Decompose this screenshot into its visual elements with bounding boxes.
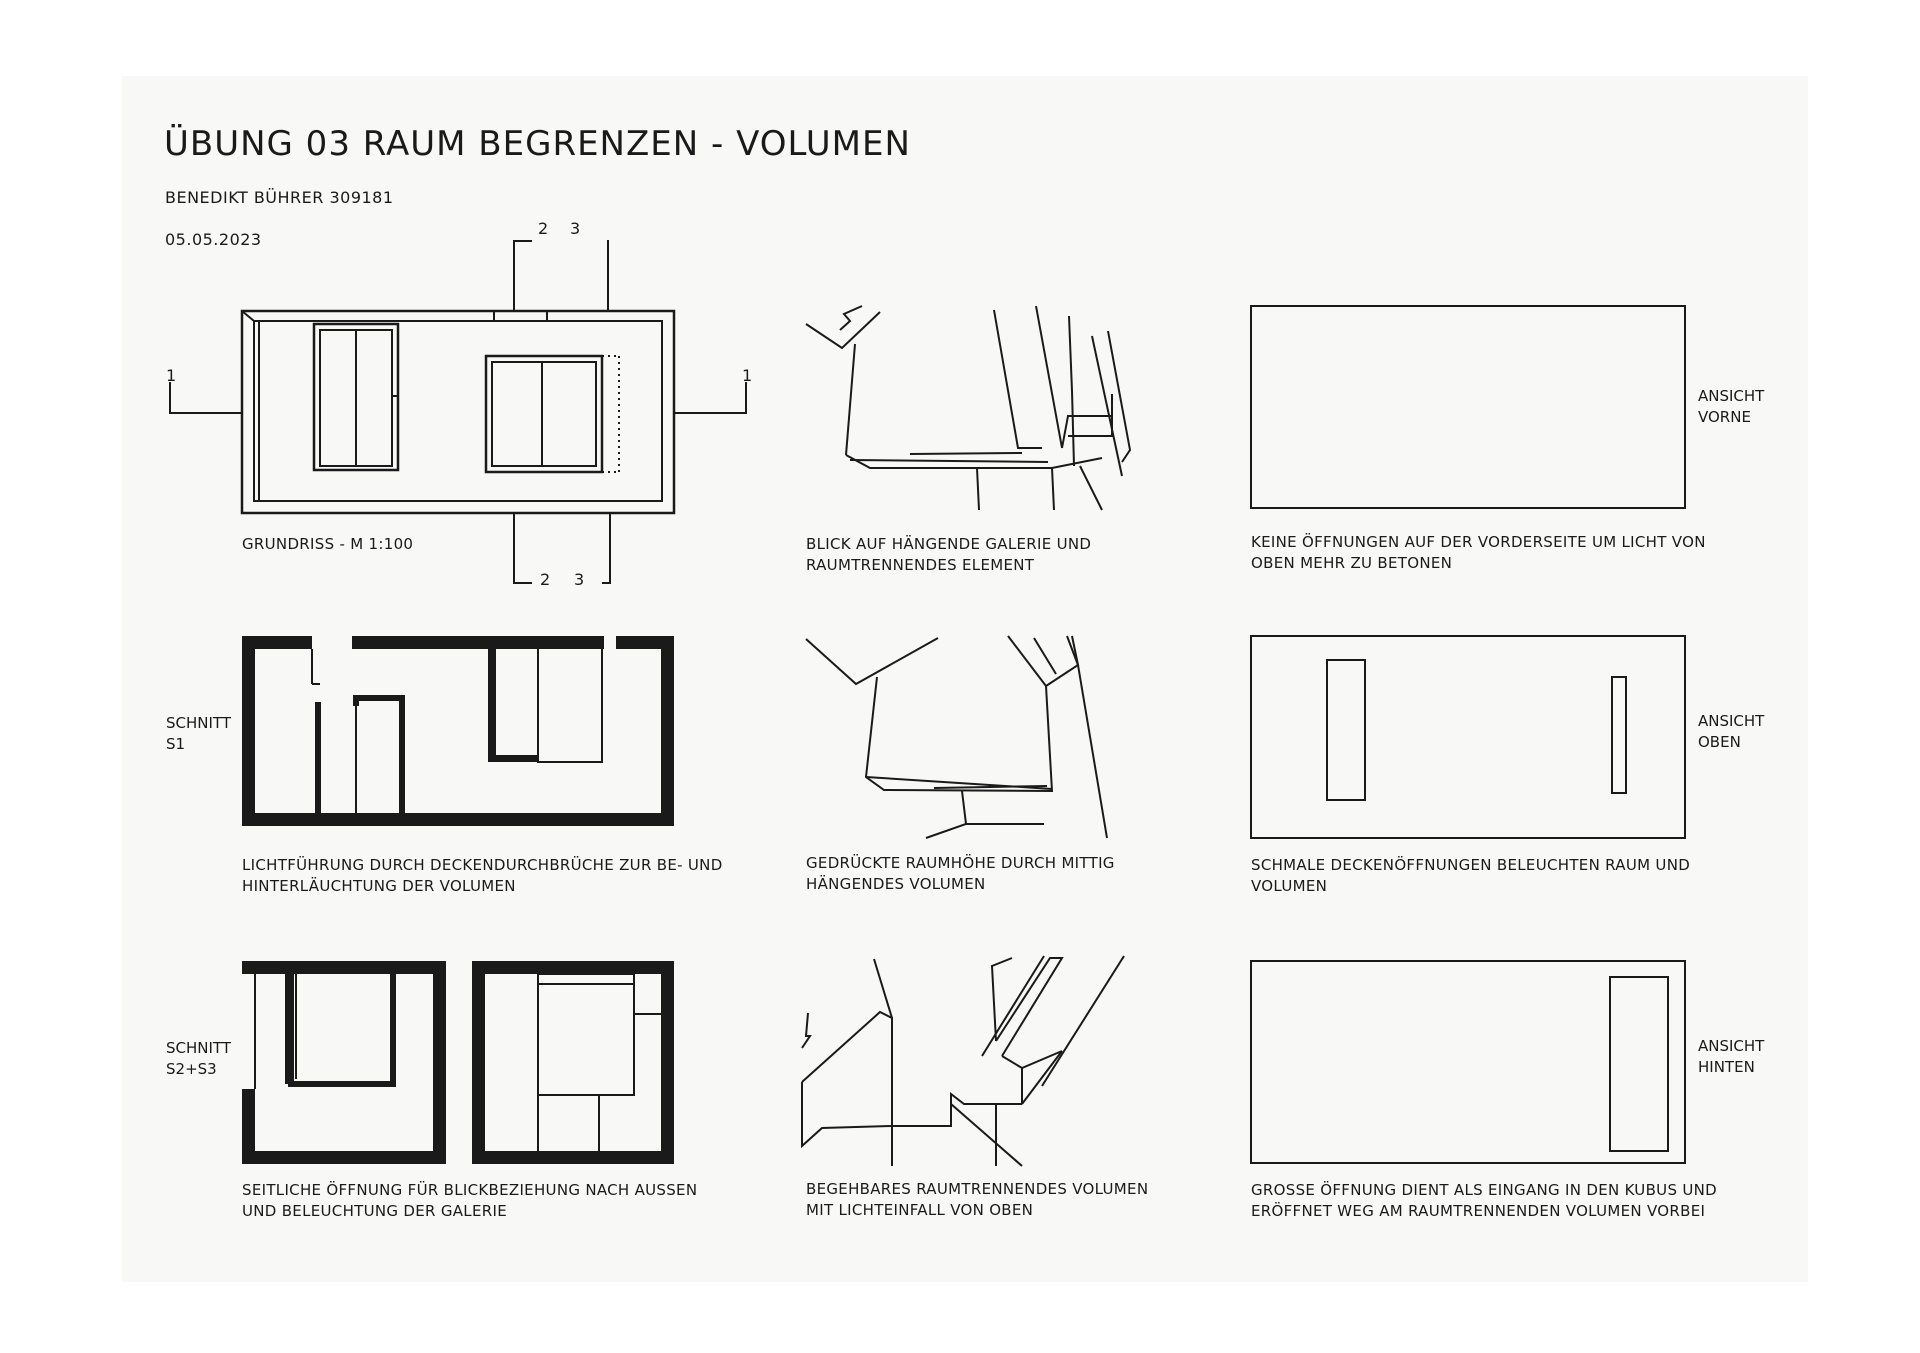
author-line: BENEDIKT BÜHRER 309181 [165, 188, 394, 207]
caption-ansicht-vorne-line1: KEINE ÖFFNUNGEN AUF DER VORDERSEITE UM LICHT VON [1251, 533, 1706, 551]
caption-perspective-1-line2: RAUMTRENNENDES ELEMENT [806, 556, 1035, 574]
caption-ansicht-oben-line1: SCHMALE DECKENÖFFNUNGEN BELEUCHTEN RAUM UND [1251, 856, 1691, 874]
caption-ansicht-hinten [1251, 1180, 1717, 1222]
floor-plan [170, 236, 746, 583]
perspective-sketch-2 [806, 636, 1107, 838]
label-schnitt-s2s3-line2: S2+S3 [166, 1060, 217, 1078]
caption-ansicht-hinten-line1: GROSSE ÖFFNUNG DIENT ALS EINGANG IN DEN KUBUS UND [1251, 1181, 1717, 1199]
section-s3 [472, 961, 674, 1164]
section-s1 [242, 636, 674, 826]
elevation-front [1251, 306, 1685, 508]
caption-schnitt-s1-line2: HINTERLÄUCHTUNG DER VOLUMEN [242, 877, 516, 895]
caption-ansicht-oben-line2: VOLUMEN [1251, 877, 1328, 895]
caption-schnitt-s2s3-line1: SEITLICHE ÖFFNUNG FÜR BLICKBEZIEHUNG NACH AUSSEN [242, 1181, 698, 1199]
section-mark-3-bottom: 3 [574, 570, 585, 589]
elevation-top [1251, 636, 1685, 838]
label-ansicht-vorne [1698, 386, 1764, 428]
label-schnitt-s2s3 [166, 1038, 231, 1080]
caption-perspective-1 [806, 534, 1091, 576]
label-ansicht-hinten [1698, 1036, 1764, 1078]
caption-perspective-1-line1: BLICK AUF HÄNGENDE GALERIE UND [806, 535, 1092, 553]
section-mark-1-right: 1 [742, 366, 753, 385]
label-ansicht-vorne-line1: ANSICHT [1698, 387, 1765, 405]
label-schnitt-s1-line2: S1 [166, 735, 186, 753]
label-ansicht-oben-line2: OBEN [1698, 733, 1741, 751]
label-ansicht-oben-line1: ANSICHT [1698, 712, 1765, 730]
label-ansicht-hinten-line1: ANSICHT [1698, 1037, 1765, 1055]
label-schnitt-s1 [166, 713, 231, 755]
page-title: ÜBUNG 03 RAUM BEGRENZEN - VOLUMEN [164, 124, 911, 164]
section-s2 [242, 961, 446, 1164]
section-mark-3-top: 3 [570, 219, 581, 238]
date-line: 05.05.2023 [165, 230, 262, 249]
caption-ansicht-hinten-line2: ERÖFFNET WEG AM RAUMTRENNENDEN VOLUMEN VORBEI [1251, 1202, 1706, 1220]
caption-ansicht-oben [1251, 855, 1690, 897]
caption-grundriss-line1: GRUNDRISS - M 1:100 [242, 535, 414, 553]
caption-schnitt-s2s3 [242, 1180, 697, 1222]
label-schnitt-s1-line1: SCHNITT [166, 714, 231, 732]
label-ansicht-vorne-line2: VORNE [1698, 408, 1751, 426]
label-ansicht-oben [1698, 711, 1764, 753]
section-mark-1-left: 1 [166, 366, 177, 385]
drawing-sheet [122, 76, 1808, 1282]
section-mark-2-top: 2 [538, 219, 549, 238]
caption-perspective-2-line1: GEDRÜCKTE RAUMHÖHE DURCH MITTIG [806, 854, 1115, 872]
caption-schnitt-s1-line1: LICHTFÜHRUNG DURCH DECKENDURCHBRÜCHE ZUR BE- UND [242, 856, 723, 874]
caption-perspective-3-line1: BEGEHBARES RAUMTRENNENDES VOLUMEN [806, 1180, 1149, 1198]
perspective-sketch-1 [806, 306, 1130, 510]
caption-schnitt-s2s3-line2: UND BELEUCHTUNG DER GALERIE [242, 1202, 507, 1220]
caption-ansicht-vorne-line2: OBEN MEHR ZU BETONEN [1251, 554, 1453, 572]
caption-grundriss [242, 534, 413, 555]
label-ansicht-hinten-line2: HINTEN [1698, 1058, 1755, 1076]
caption-ansicht-vorne [1251, 532, 1706, 574]
elevation-back [1251, 961, 1685, 1163]
caption-schnitt-s1 [242, 855, 723, 897]
caption-perspective-2-line2: HÄNGENDES VOLUMEN [806, 875, 986, 893]
caption-perspective-3 [806, 1179, 1148, 1221]
label-schnitt-s2s3-line1: SCHNITT [166, 1039, 231, 1057]
section-mark-2-bottom: 2 [540, 570, 551, 589]
caption-perspective-3-line2: MIT LICHTEINFALL VON OBEN [806, 1201, 1034, 1219]
architectural-drawings [122, 76, 1808, 1282]
caption-perspective-2 [806, 853, 1115, 895]
